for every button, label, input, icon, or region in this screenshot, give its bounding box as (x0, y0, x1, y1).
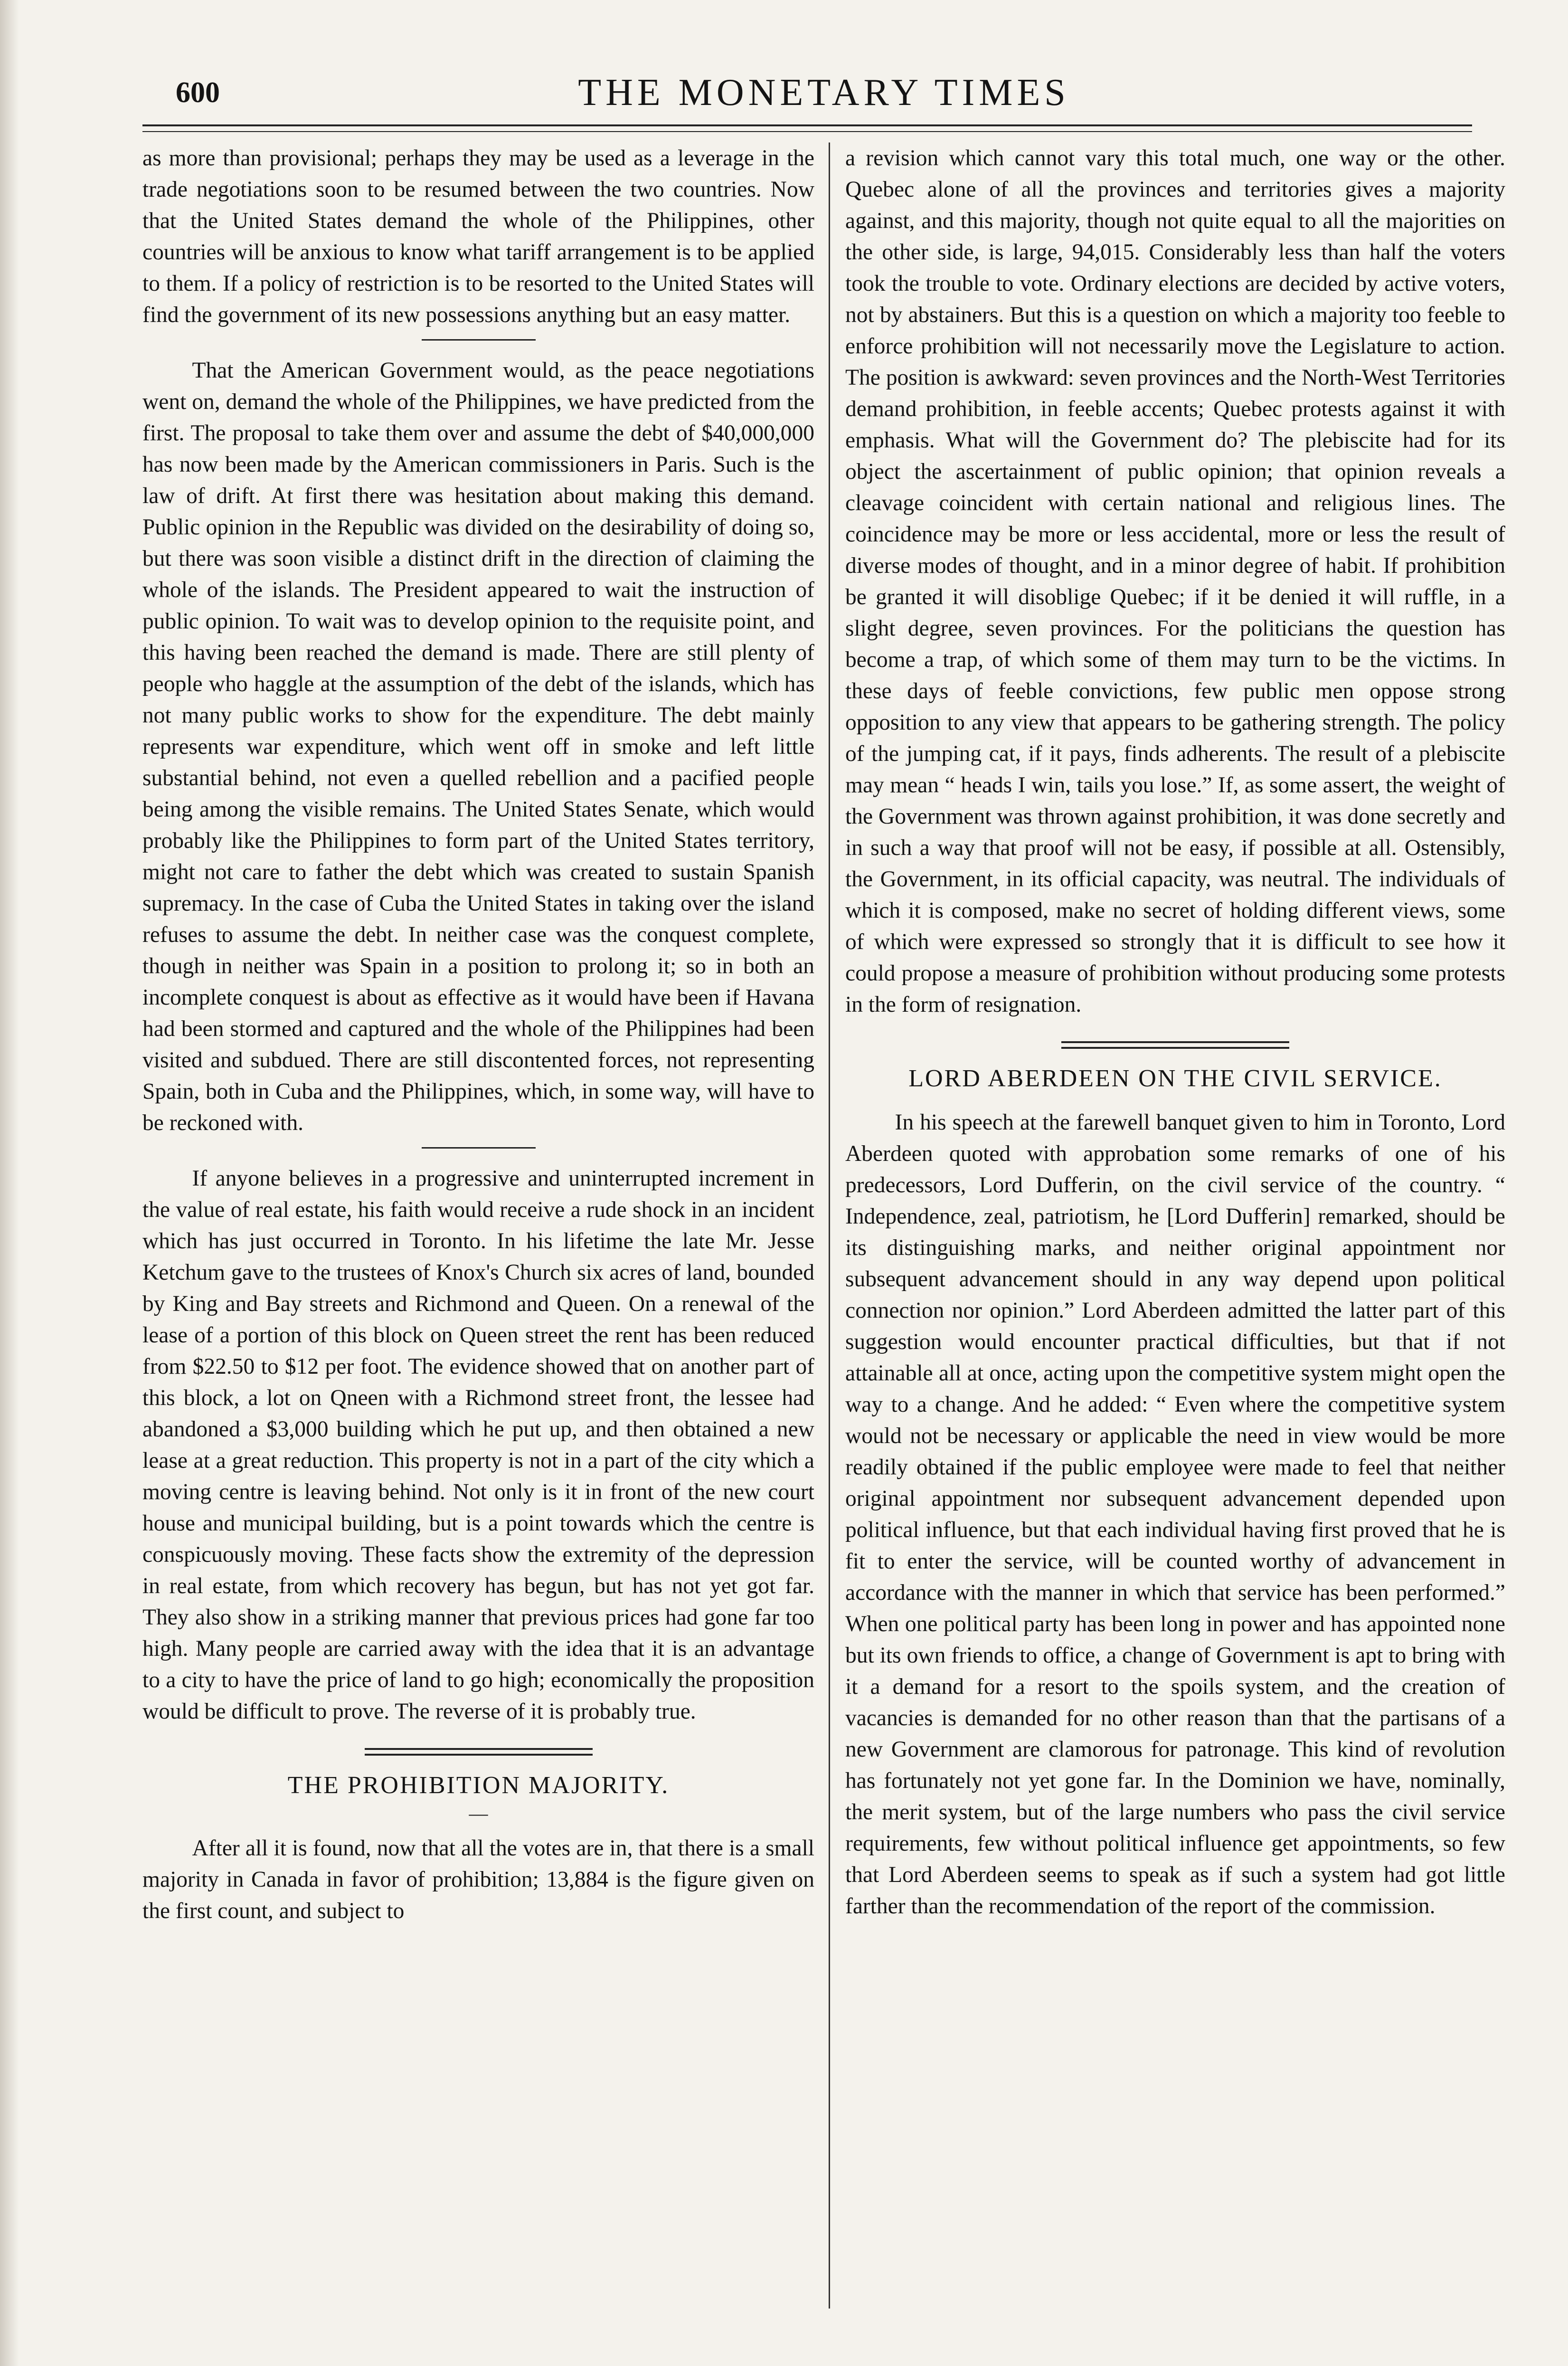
page-edge-shadow (0, 0, 19, 2366)
page-header (142, 71, 1505, 124)
masthead-title: THE MONETARY TIMES (578, 72, 1070, 114)
heading-double-rule (365, 1748, 593, 1756)
column-divider (829, 143, 830, 2309)
left-column (142, 143, 814, 1948)
paragraph-tariff: as more than provisional; perhaps they may be used as a leverage in the trade negotiations soon to be resumed between the two countries. Now that the United States demand the whole of the Philippines, other countries will be anxious to know what tariff arrangement is to be applied to them. If a policy of restriction is to be resorted to the United States will find the government of its new possessions anything but an easy matter. (142, 146, 814, 327)
header-rule (142, 124, 1472, 126)
paragraph-philippines: That the American Government would, as the peace negotiations went on, demand the whole of the Philippines, we have predicted from the first. The proposal to take them over and assume the debt of $40,000,000 has now been made by the American commissioners in Paris. Such is the law of drift. At first there was hesitation about making this demand. Public opinion in the Republic was divided on the desirability of doing so, but there was soon visible a distinct drift in the direction of claiming the whole of the islands. The President appeared to wait the instruction of public opinion. To wait was to develop opinion to the requisite point, and this having been reached the demand is made. There are still plenty of people who haggle at the assumption of the debt of the islands, which has not many public works to show for the expenditure. The debt mainly represents war expenditure, which went off in smoke and left little substantial behind, not even a quelled rebellion and a pacified people being among the visible remains. The United States Senate, which would probably like the Philippines to form part of the United States territory, might not care to father the debt which was created to sustain Spanish supremacy. In the case of Cuba the United States in taking over the island refuses to assume the debt. In neither case was the conquest complete, though in neither was Spain in a position to prolong it; so in both an incomplete conquest is about as effective as it would have been if Havana had been stormed and captured and the whole of the Philippines had been visited and subdued. There are still discontented forces, not representing Spain, both in Cuba and the Philippines, which, in some way, will have to be reckoned with. (142, 358, 814, 1135)
right-column (845, 143, 1505, 1943)
section-separator (422, 339, 536, 341)
paragraph-prohibition-continued: a revision which cannot vary this total much, one way or the other. Quebec alone of all the provinces and territories gives a majority against, and this majority, though not quite equal to all the majorities on the other side, is large, 94,015. Considerably less than half the voters took the trouble to vote. Ordinary elections are decided by active voters, not by abstainers. But this is a question on which a majority too feeble to enforce prohibition will not necessarily move the Legislature to action. The position is awkward: seven provinces and the North-West Territories demand prohibition, in feeble accents; Quebec protests against it with emphasis. What will the Government do? The plebiscite had for its object the ascertainment of public opinion; that opinion reveals a cleavage coincident with certain national and religious lines. The coincidence may be more or less accidental, more or less the result of diverse modes of thought, and in a minor degree of habit. If prohibition be granted it will disoblige Quebec; if it be denied it will ruffle, in a slight degree, seven provinces. For the politicians the question has become a trap, of which some of them may turn to be the victims. In these days of feeble convictions, few public men oppose strong opposition to any view that appears to be gathering strength. The policy of the jumping cat, if it pays, finds adherents. The result of a plebiscite may mean “ heads I win, tails you lose.” If, as some assert, the weight of the Government was thrown against prohibition, it was done secretly and in such a way that proof will not be easy, if possible at all. Ostensibly, the Government, in its official capacity, was neutral. The individuals of which it is composed, make no secret of holding different views, some of which were expressed so strongly that it is difficult to see how it could propose a measure of prohibition without producing some protests in the form of resignation. (845, 146, 1505, 1017)
heading-civil-service: LORD ABERDEEN ON THE CIVIL SERVICE. (908, 1065, 1442, 1092)
heading-dash: — (469, 1803, 488, 1824)
paragraph-civil-service: In his speech at the farewell banquet given to him in Toronto, Lord Aberdeen quoted with approbation some remarks of one of his predecessors, Lord Dufferin, on the civil service of the country. “ Independence, zeal, patriotism, he [Lord Dufferin] remarked, should be its distinguishing marks, and neither original appointment nor subsequent advancement should in any way depend upon political connection nor opinion.” Lord Aberdeen admitted the latter part of this suggestion would encounter practical difficulties, but that if not attainable all at once, acting upon the competitive system might open the way to a change. And he added: “ Even where the competitive system would not be necessary or applicable the need in view would be more readily obtained if the public employee were made to feel that neither original appointment nor subsequent advancement depended upon political influence, but that each individual having first proved that he is fit to enter the service, will be counted worthy of advancement in accordance with the manner in which that service has been performed.” When one political party has been long in power and has appointed none but its own friends to office, a change of Government is apt to bring with it a demand for a resort to the spoils system, and the creation of vacancies is demanded for no other reason than that the partisans of a new Government are clamorous for patronage. This kind of revolution has fortunately not yet gone far. In the Dominion we have, nominally, the merit system, but of the large numbers who pass the civil service requirements, few without political influence get appointments, so few that Lord Aberdeen seems to speak as if such a system had got little farther than the recommendation of the report of the commission. (845, 1110, 1505, 1919)
paragraph-real-estate: If anyone believes in a progressive and uninterrupted increment in the value of real estate, his faith would receive a rude shock in an incident which has just occurred in Toronto. In his lifetime the late Mr. Jesse Ketchum gave to the trustees of Knox's Church six acres of land, bounded by King and Bay streets and Richmond and Queen. On a renewal of the lease of a portion of this block on Queen street the rent has been reduced from $22.50 to $12 per foot. The evidence showed that on another part of this block, a lot on Qneen with a Richmond street front, the lessee had abandoned a $3,000 building which he put up, and then obtained a new lease at a great reduction. This property is not in a part of the city which a moving centre is leaving behind. Not only is it in front of the new court house and municipal building, but is a point towards which the centre is conspicuously moving. These facts show the extremity of the depression in real estate, from which recovery has begun, but has not yet got far. They also show in a striking manner that previous prices had gone far too high. Many people are carried away with the idea that it is an advantage to a city to have the price of land to go high; economically the proposition would be difficult to prove. The reverse of it is probably true. (142, 1166, 814, 1724)
section-separator (422, 1147, 536, 1149)
header-rule-thin (142, 131, 1472, 132)
heading-double-rule (1061, 1041, 1289, 1049)
page-number: 600 (176, 76, 220, 109)
heading-prohibition-majority: THE PROHIBITION MAJORITY. (287, 1772, 670, 1799)
paragraph-prohibition-start: After all it is found, now that all the votes are in, that there is a small majority in Canada in favor of prohibition; 13,884 is the figure given on the first count, and subject to (142, 1836, 814, 1923)
